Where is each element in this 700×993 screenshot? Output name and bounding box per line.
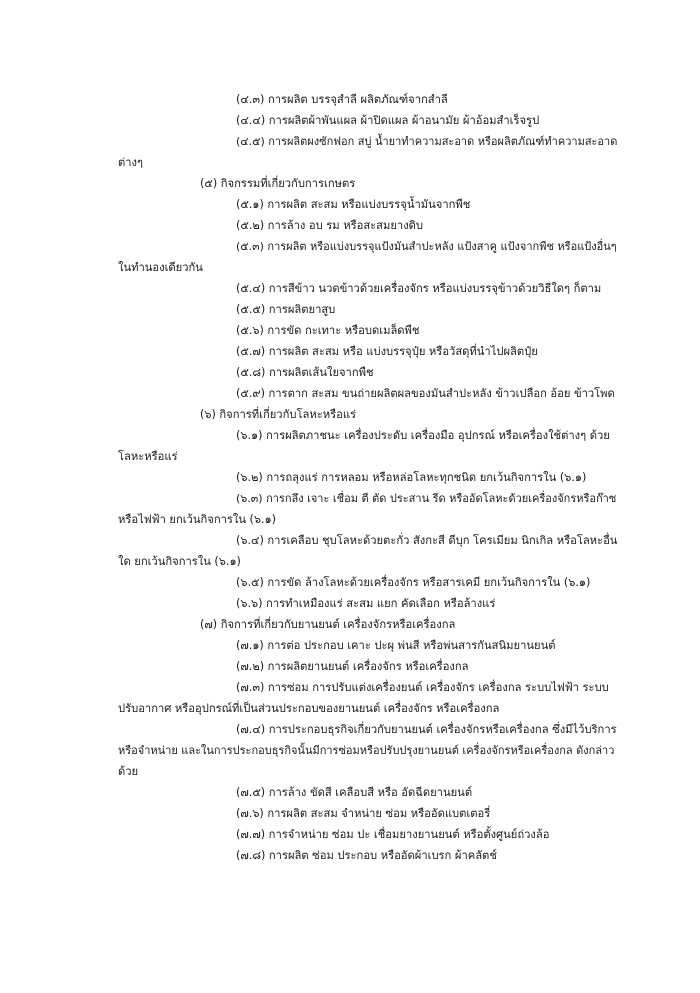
item-7-3: (๗.๓) การซ่อม การปรับแต่งเครื่องยนต์ เครื่องจักร เครื่องกล ระบบไฟฟ้า ระบบ <box>236 681 609 694</box>
item-6-4: (๖.๔) การเคลือบ ชุบโลหะด้วยตะกั่ว สังกะสี ดีบุก โครเมียม นิกเกิล หรือโลหะอื่น <box>236 534 618 547</box>
item-4-4: (๔.๔) การผลิตผ้าพันแผล ผ้าปิดแผล ผ้าอนามัย ผ้าอ้อมสำเร็จรูป <box>236 114 540 127</box>
item-6-1: (๖.๑) การผลิตภาชนะ เครื่องประดับ เครื่องมือ อุปกรณ์ หรือเครื่องใช้ต่างๆ ด้วย <box>236 429 610 442</box>
item-5-3: (๕.๓) การผลิต หรือแบ่งบรรจุแป้งมันสำปะหลัง แป้งสาคู แป้งจากพืช หรือแป้งอื่นๆ <box>236 240 617 253</box>
item-5-1: (๕.๑) การผลิต สะสม หรือแบ่งบรรจุน้ำมันจากพืช <box>236 198 471 211</box>
section-7-heading: (๗) กิจการที่เกี่ยวกับยานยนต์ เครื่องจักรหรือเครื่องกล <box>200 618 456 631</box>
item-7-2: (๗.๒) การผลิตยานยนต์ เครื่องจักร หรือเครื่องกล <box>236 660 469 673</box>
item-7-4-continued-2: ด้วย <box>118 765 139 778</box>
item-7-8: (๗.๘) การผลิต ซ่อม ประกอบ หรืออัดผ้าเบรก ผ้าคลัตช์ <box>236 849 497 862</box>
item-4-5: (๔.๕) การผลิตผงซักฟอก สบู่ น้ำยาทำความสะอาด หรือผลิตภัณฑ์ทำความสะอาด <box>236 135 618 148</box>
item-7-4: (๗.๔) การประกอบธุรกิจเกี่ยวกับยานยนต์ เครื่องจักรหรือเครื่องกล ซึ่งมีไว้บริการ <box>236 723 617 736</box>
item-6-1-continued: โลหะหรือแร่ <box>118 450 178 463</box>
item-7-4-continued: หรือจำหน่าย และในการประกอบธุรกิจนั้นมีการซ่อมหรือปรับปรุงยานยนต์ เครื่องจักรหรือเครื่องกล ดังกล่าว <box>118 744 615 757</box>
section-5-heading: (๕) กิจกรรมที่เกี่ยวกับการเกษตร <box>200 177 356 190</box>
item-4-3: (๔.๓) การผลิต บรรจุสำลี ผลิตภัณฑ์จากสำลี <box>236 93 448 106</box>
item-6-4-continued: ใด ยกเว้นกิจการใน (๖.๑) <box>118 555 241 568</box>
item-6-5: (๖.๕) การขัด ล้างโลหะด้วยเครื่องจักร หรือสารเคมี ยกเว้นกิจการใน (๖.๑) <box>236 576 591 589</box>
item-7-5: (๗.๕) การล้าง ขัดสี เคลือบสี หรือ อัดฉีดยานยนต์ <box>236 786 473 799</box>
item-5-9: (๕.๙) การตาก สะสม ขนถ่ายผลิตผลของมันสำปะหลัง ข้าวเปลือก อ้อย ข้าวโพด <box>236 387 615 400</box>
item-7-1: (๗.๑) การต่อ ประกอบ เคาะ ปะผุ พ่นสี หรือพ่นสารกันสนิมยานยนต์ <box>236 639 556 652</box>
item-5-7: (๕.๗) การผลิต สะสม หรือ แบ่งบรรจุปุ๋ย หรือวัสดุที่นำไปผลิตปุ๋ย <box>236 345 538 358</box>
item-6-2: (๖.๒) การถลุงแร่ การหลอม หรือหล่อโลหะทุกชนิด ยกเว้นกิจการใน (๖.๑) <box>236 471 587 484</box>
item-7-6: (๗.๖) การผลิต สะสม จำหน่าย ซ่อม หรืออัดแบตเตอรี่ <box>236 807 491 820</box>
section-6-heading: (๖) กิจการที่เกี่ยวกับโลหะหรือแร่ <box>200 408 357 421</box>
item-5-3-continued: ในทำนองเดียวกัน <box>118 261 203 274</box>
item-6-6: (๖.๖) การทำเหมืองแร่ สะสม แยก คัดเลือก หรือล้างแร่ <box>236 597 496 610</box>
item-5-8: (๕.๘) การผลิตเส้นใยจากพืช <box>236 366 374 379</box>
item-5-2: (๕.๒) การล้าง อบ รม หรือสะสมยางดิบ <box>236 219 424 232</box>
item-6-3: (๖.๓) การกลึง เจาะ เชื่อม ตี ตัด ประสาน รีด หรืออัดโลหะด้วยเครื่องจักรหรือก๊าซ <box>236 492 617 505</box>
item-4-5-continued: ต่างๆ <box>118 156 144 169</box>
item-6-3-continued: หรือไฟฟ้า ยกเว้นกิจการใน (๖.๑) <box>118 513 277 526</box>
item-5-5: (๕.๕) การผลิตยาสูบ <box>236 303 336 316</box>
item-7-7: (๗.๗) การจำหน่าย ซ่อม ปะ เชื่อมยางยานยนต์ หรือตั้งศูนย์ถ่วงล้อ <box>236 828 550 841</box>
item-5-6: (๕.๖) การขัด กะเทาะ หรือบดเมล็ดพืช <box>236 324 420 337</box>
item-5-4: (๕.๔) การสีข้าว นวดข้าวด้วยเครื่องจักร หรือแบ่งบรรจุข้าวด้วยวิธีใดๆ ก็ตาม <box>236 282 602 295</box>
item-7-3-continued: ปรับอากาศ หรืออุปกรณ์ที่เป็นส่วนประกอบของยานยนต์ เครื่องจักร หรือเครื่องกล <box>118 702 500 715</box>
